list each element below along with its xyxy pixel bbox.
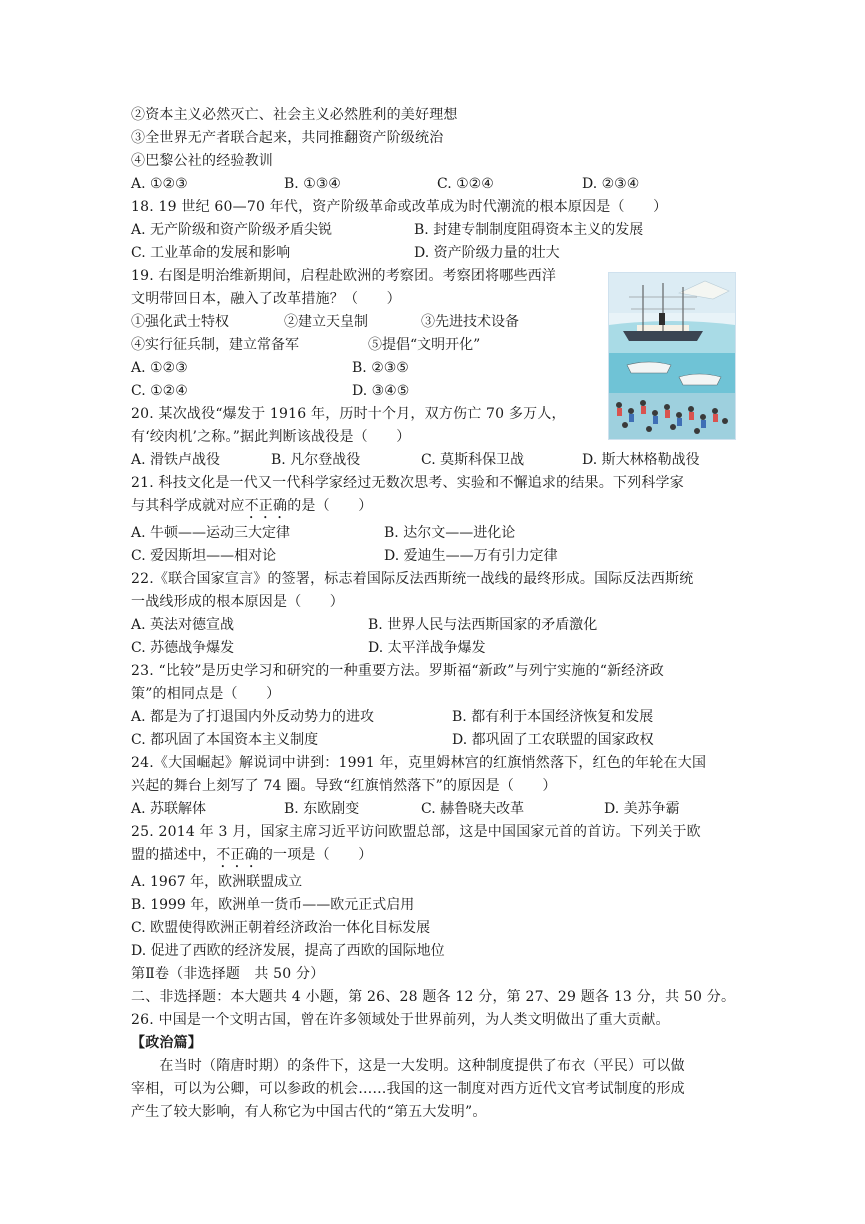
- q21-stem-2-pre: 与其科学成就对应: [131, 498, 245, 514]
- q25-stem-1: 25. 2014 年 3 月，国家主席习近平访问欧盟总部，这是中国国家元首的首访。下列关于欧: [131, 824, 701, 840]
- q17-option-c: C. ①②④: [437, 176, 494, 192]
- q25-option-a: A. 1967 年，欧洲联盟成立: [131, 874, 303, 890]
- part2-title: 第Ⅱ卷（非选择题 共 50 分）: [131, 966, 325, 982]
- q23-stem-1: 23. “比较”是历史学习和研究的一种重要方法。罗斯福“新政”与列宁实施的“新经济政: [131, 663, 664, 679]
- q19-item-3: ③先进技术设备: [421, 314, 519, 330]
- q18-stem: 18. 19 世纪 60—70 年代，资产阶级革命或改革成为时代潮流的根本原因是（ ）: [131, 199, 668, 215]
- q22-option-c: C. 苏德战争爆发: [131, 640, 235, 656]
- q17-option-d: D. ②③④: [582, 176, 640, 192]
- q21-option-c: C. 爱因斯坦——相对论: [131, 548, 277, 564]
- q22-stem-2: 一战线形成的根本原因是（ ）: [131, 594, 344, 610]
- q20-option-d: D. 斯大林格勒战役: [582, 452, 700, 468]
- q22-stem-1: 22.《联合国家宣言》的签署，标志着国际反法西斯统一战线的最终形成。国际反法西斯统: [131, 571, 694, 587]
- q24-option-b: B. 东欧剧变: [284, 801, 360, 817]
- q24-option-a: A. 苏联解体: [131, 801, 207, 817]
- q19-item-1: ①强化武士特权: [131, 314, 229, 330]
- q23-option-b: B. 都有利于本国经济恢复和发展: [452, 709, 654, 725]
- q21-option-b: B. 达尔文——进化论: [384, 525, 516, 541]
- q23-option-c: C. 都巩固了本国资本主义制度: [131, 732, 319, 748]
- q26-stem: 26. 中国是一个文明古国，曾在许多领域处于世界前列，为人类文明做出了重大贡献。: [131, 1012, 670, 1028]
- q21-emphasis: 不正确: [244, 498, 288, 514]
- q18-option-a: A. 无产阶级和资产阶级矛盾尖锐: [131, 222, 333, 238]
- q22-option-d: D. 太平洋战争爆发: [368, 640, 486, 656]
- q20-stem-2: 有‘绞肉机’之称。”据此判断该战役是（ ）: [131, 429, 411, 445]
- q20-option-c: C. 莫斯科保卫战: [421, 452, 525, 468]
- q19-stem-2: 文明带回日本，融入了改革措施？（ ）: [131, 291, 401, 307]
- q24-option-d: D. 美苏争霸: [604, 801, 680, 817]
- q25-option-b: B. 1999 年，欧洲单一货币——欧元正式启用: [131, 897, 415, 913]
- q21-stem-2: [131, 495, 372, 522]
- part2-instructions: 二、非选择题：本大题共 4 小题，第 26、28 题各 12 分，第 27、29 题各 13 分，共 50 分。: [131, 989, 736, 1005]
- q19-item-2: ②建立天皇制: [284, 314, 368, 330]
- q17-item-4: ④巴黎公社的经验教训: [131, 153, 273, 169]
- q19-option-c: C. ①②④: [131, 383, 188, 399]
- q19-option-b: B. ②③⑤: [352, 360, 409, 376]
- passage-line-1: 在当时（隋唐时期）的条件下，这是一大发明。这种制度提供了布衣（平民）可以做: [131, 1058, 685, 1074]
- meiji-mission-illustration: [608, 272, 736, 440]
- q25-stem-2-post: 的一项是（ ）: [258, 847, 373, 863]
- q21-stem-1: 21. 科技文化是一代又一代科学家经过无数次思考、实验和不懈追求的结果。下列科学家: [131, 475, 684, 491]
- q21-stem-2-post: 的是（ ）: [287, 498, 373, 514]
- q23-stem-2: 策”的相同点是（ ）: [131, 686, 281, 702]
- passage-line-3: 产生了较大影响，有人称它为中国古代的“第五大发明”。: [131, 1104, 487, 1120]
- q24-stem-1: 24.《大国崛起》解说词中讲到：1991 年，克里姆林宫的红旗悄然落下，红色的年轮在大国: [131, 755, 707, 771]
- q20-option-b: B. 凡尔登战役: [271, 452, 361, 468]
- q17-option-b: B. ①③④: [284, 176, 341, 192]
- section-heading: 【政治篇】: [131, 1035, 202, 1051]
- q25-option-c: C. 欧盟使得欧洲正朝着经济政治一体化目标发展: [131, 920, 431, 936]
- q22-option-b: B. 世界人民与法西斯国家的矛盾激化: [368, 617, 598, 633]
- q24-stem-2: 兴起的舞台上刻写了 74 圈。导致“红旗悄然落下”的原因是（ ）: [131, 778, 557, 794]
- q19-item-4: ④实行征兵制，建立常备军: [131, 337, 299, 353]
- q19-option-a: A. ①②③: [131, 360, 188, 376]
- q20-option-a: A. 滑铁卢战役: [131, 452, 221, 468]
- q21-option-d: D. 爱迪生——万有引力定律: [384, 548, 558, 564]
- q23-option-d: D. 都巩固了工农联盟的国家政权: [452, 732, 654, 748]
- q19-option-d: D. ③④⑤: [352, 383, 410, 399]
- q20-stem-1: 20. 某次战役“爆发于 1916 年，历时十个月，双方伤亡 70 多万人，: [131, 406, 566, 422]
- q25-emphasis: 不正确: [216, 847, 259, 863]
- q25-option-d: D. 促进了西欧的经济发展，提高了西欧的国际地位: [131, 943, 445, 959]
- q22-option-a: A. 英法对德宣战: [131, 617, 235, 633]
- q17-item-2: ②资本主义必然灭亡、社会主义必然胜利的美好理想: [131, 107, 458, 123]
- q25-stem-2-pre: 盟的描述中，: [131, 847, 217, 863]
- q18-option-b: B. 封建专制制度阻碍资本主义的发展: [414, 222, 644, 238]
- q18-option-d: D. 资产阶级力量的壮大: [414, 245, 560, 261]
- q17-item-3: ③全世界无产者联合起来，共同推翻资产阶级统治: [131, 130, 444, 146]
- passage-line-2: 宰相，可以为公卿，可以参政的机会……我国的这一制度对西方近代文官考试制度的形成: [131, 1081, 685, 1097]
- q24-option-c: C. 赫鲁晓夫改革: [421, 801, 525, 817]
- q18-option-c: C. 工业革命的发展和影响: [131, 245, 291, 261]
- q19-item-5: ⑤提倡“文明开化”: [368, 337, 481, 353]
- q19-stem-1: 19. 右图是明治维新期间，启程赴欧洲的考察团。考察团将哪些西洋: [131, 268, 557, 284]
- q23-option-a: A. 都是为了打退国内外反动势力的进攻: [131, 709, 375, 725]
- q17-option-a: A. ①②③: [131, 176, 188, 192]
- ship-harbor-image: [609, 273, 735, 439]
- q21-option-a: A. 牛顿——运动三大定律: [131, 525, 291, 541]
- q25-stem-2: [131, 844, 372, 871]
